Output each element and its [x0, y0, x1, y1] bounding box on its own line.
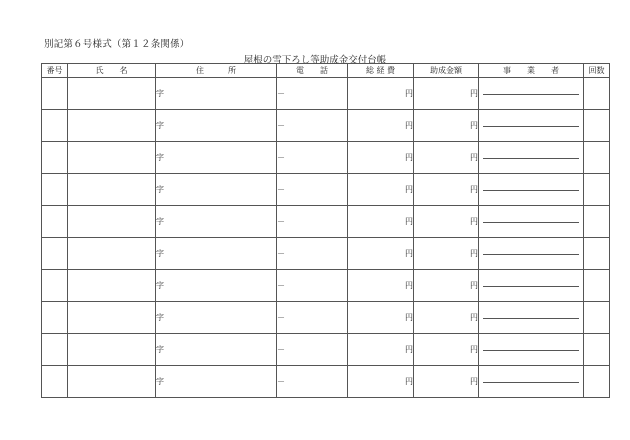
contractor-underline [483, 126, 579, 127]
grant-amount-cell: 円 [414, 302, 479, 334]
name-cell [68, 206, 156, 238]
number-cell [42, 334, 68, 366]
name-cell [68, 270, 156, 302]
count-cell [584, 174, 610, 206]
contractor-cell [479, 270, 584, 302]
col-header-grant-amount: 助成金額 [414, 64, 479, 78]
phone-cell: － [277, 366, 348, 398]
number-cell [42, 238, 68, 270]
number-cell [42, 270, 68, 302]
col-header-address: 住 所 [156, 64, 277, 78]
total-cost-cell: 円 [348, 270, 414, 302]
address-cell: 字 [156, 366, 277, 398]
total-cost-cell: 円 [348, 206, 414, 238]
count-cell [584, 110, 610, 142]
count-cell [584, 206, 610, 238]
address-cell: 字 [156, 270, 277, 302]
table-row [42, 206, 610, 238]
grant-amount-cell: 円 [414, 238, 479, 270]
contractor-cell [479, 142, 584, 174]
name-cell [68, 78, 156, 110]
total-cost-cell: 円 [348, 238, 414, 270]
contractor-underline [483, 222, 579, 223]
col-header-number: 番号 [42, 64, 68, 78]
number-cell [42, 78, 68, 110]
count-cell [584, 366, 610, 398]
contractor-underline [483, 190, 579, 191]
count-cell [584, 302, 610, 334]
contractor-cell [479, 334, 584, 366]
address-cell: 字 [156, 110, 277, 142]
total-cost-cell: 円 [348, 174, 414, 206]
col-header-total-cost: 総 経 費 [348, 64, 414, 78]
number-cell [42, 302, 68, 334]
name-cell [68, 142, 156, 174]
contractor-cell [479, 206, 584, 238]
name-cell [68, 302, 156, 334]
name-cell [68, 238, 156, 270]
phone-cell: － [277, 110, 348, 142]
contractor-underline [483, 158, 579, 159]
table-row [42, 302, 610, 334]
table-row [42, 142, 610, 174]
count-cell [584, 78, 610, 110]
phone-cell: － [277, 270, 348, 302]
number-cell [42, 142, 68, 174]
contractor-cell [479, 174, 584, 206]
count-cell [584, 270, 610, 302]
ledger-body [42, 78, 610, 398]
address-cell: 字 [156, 142, 277, 174]
table-row [42, 238, 610, 270]
total-cost-cell: 円 [348, 142, 414, 174]
contractor-cell [479, 302, 584, 334]
contractor-cell [479, 238, 584, 270]
name-cell [68, 110, 156, 142]
grant-amount-cell: 円 [414, 142, 479, 174]
name-cell [68, 174, 156, 206]
name-cell [68, 366, 156, 398]
address-cell: 字 [156, 78, 277, 110]
grant-amount-cell: 円 [414, 110, 479, 142]
col-header-contractor: 事 業 者 [479, 64, 584, 78]
total-cost-cell: 円 [348, 302, 414, 334]
number-cell [42, 110, 68, 142]
number-cell [42, 206, 68, 238]
name-cell [68, 334, 156, 366]
contractor-cell [479, 110, 584, 142]
grant-amount-cell: 円 [414, 174, 479, 206]
contractor-cell [479, 366, 584, 398]
form-reference: 別記第６号様式（第１２条関係） [44, 39, 190, 50]
contractor-underline [483, 350, 579, 351]
table-row [42, 174, 610, 206]
total-cost-cell: 円 [348, 366, 414, 398]
grant-amount-cell: 円 [414, 366, 479, 398]
table-row [42, 334, 610, 366]
total-cost-cell: 円 [348, 78, 414, 110]
col-header-name: 氏 名 [68, 64, 156, 78]
phone-cell: － [277, 206, 348, 238]
contractor-underline [483, 286, 579, 287]
contractor-cell [479, 78, 584, 110]
header-row [42, 64, 610, 78]
count-cell [584, 334, 610, 366]
contractor-underline [483, 254, 579, 255]
phone-cell: － [277, 302, 348, 334]
ledger-table [41, 63, 610, 398]
contractor-underline [483, 94, 579, 95]
table-row [42, 78, 610, 110]
phone-cell: － [277, 334, 348, 366]
contractor-underline [483, 318, 579, 319]
count-cell [584, 238, 610, 270]
total-cost-cell: 円 [348, 110, 414, 142]
table-row [42, 366, 610, 398]
address-cell: 字 [156, 302, 277, 334]
document-title: 屋根の雪下ろし等助成金交付台帳 [243, 55, 387, 66]
grant-amount-cell: 円 [414, 206, 479, 238]
address-cell: 字 [156, 174, 277, 206]
grant-amount-cell: 円 [414, 334, 479, 366]
table-row [42, 110, 610, 142]
address-cell: 字 [156, 206, 277, 238]
address-cell: 字 [156, 238, 277, 270]
phone-cell: － [277, 238, 348, 270]
phone-cell: － [277, 174, 348, 206]
total-cost-cell: 円 [348, 334, 414, 366]
number-cell [42, 174, 68, 206]
col-header-count: 回数 [584, 64, 610, 78]
phone-cell: － [277, 142, 348, 174]
grant-amount-cell: 円 [414, 270, 479, 302]
number-cell [42, 366, 68, 398]
grant-amount-cell: 円 [414, 78, 479, 110]
table-row [42, 270, 610, 302]
col-header-phone: 電 話 [277, 64, 348, 78]
count-cell [584, 142, 610, 174]
address-cell: 字 [156, 334, 277, 366]
contractor-underline [483, 382, 579, 383]
phone-cell: － [277, 78, 348, 110]
